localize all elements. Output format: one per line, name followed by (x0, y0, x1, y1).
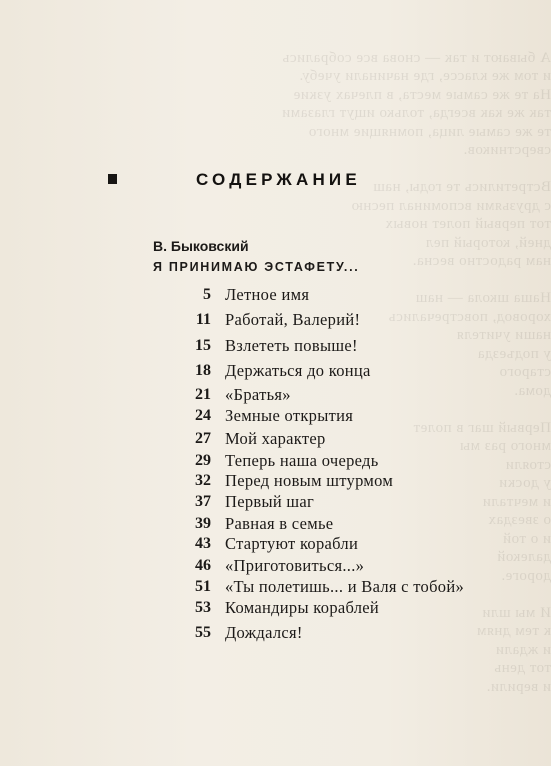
show-through-text: А бывают и так — снова все собрались и том же классе, где начинали учебу. На те же самые места, в плечах узкие так же как всегда, только ищут глазами те же самые лица, помнящие много сверстников. Встретились те годы, наш с друзьями вспоминал пеcню тот первый полет новых дней, который пел нам радостно весна. Наша школа — наш хоровод, повстречались наши учителя у подъезда старого дома. Первый шаг в полет много раз мы стояли у доски и мечтали о звездах и о той далекой дороге. И мы шли к тем дням и ждали тот день и верили. (281, 49, 551, 695)
toc-page-number: 11 (195, 311, 211, 328)
toc-entry-title: Взлететь повыше! (225, 336, 358, 355)
toc-entry-title: «Братья» (225, 385, 291, 404)
toc-entry-title: Первый шаг (225, 492, 315, 511)
toc-entry-title: Земные открытия (225, 406, 354, 425)
toc-page-number: 55 (195, 624, 211, 641)
toc-entry[interactable] (0, 576, 551, 598)
toc-entry-title: Равная в семье (225, 514, 334, 533)
toc-entry[interactable] (0, 428, 551, 450)
toc-entry[interactable] (0, 491, 551, 513)
toc-entry[interactable] (0, 555, 551, 577)
toc-page-number: 53 (195, 599, 211, 616)
toc-page-number: 43 (195, 535, 211, 552)
toc-entry-title: Мой характер (225, 429, 326, 448)
toc-entry[interactable] (0, 360, 551, 382)
toc-entry[interactable] (0, 384, 551, 406)
toc-entry-title: Работай, Валерий! (225, 310, 361, 329)
toc-page-number: 15 (195, 337, 211, 354)
toc-page-number: 27 (195, 430, 211, 447)
toc-entry[interactable] (0, 309, 551, 331)
author-name: В. Быковский (153, 238, 249, 254)
toc-entry[interactable] (0, 533, 551, 555)
toc-page-number: 5 (203, 286, 211, 303)
toc-entry[interactable] (0, 622, 551, 644)
toc-entry-title: Летное имя (225, 285, 310, 304)
toc-entry[interactable] (0, 470, 551, 492)
toc-entry[interactable] (0, 513, 551, 535)
toc-page-number: 18 (195, 362, 211, 379)
toc-page-number: 29 (195, 452, 211, 469)
contents-title: СОДЕРЖАНИЕ (196, 170, 361, 189)
toc-entry[interactable] (0, 405, 551, 427)
toc-page-number: 46 (195, 557, 211, 574)
toc-entry[interactable] (0, 450, 551, 472)
toc-entry-title: «Ты полетишь... и Валя с тобой» (225, 577, 465, 596)
toc-entry[interactable] (0, 597, 551, 619)
toc-entry-title: «Приготовиться...» (225, 556, 365, 575)
toc-page-number: 21 (195, 386, 211, 403)
toc-page-number: 37 (195, 493, 211, 510)
toc-entry[interactable] (0, 284, 551, 306)
toc-page-number: 24 (195, 407, 211, 424)
toc-entry[interactable] (0, 335, 551, 357)
toc-entry-title: Держаться до конца (225, 361, 371, 380)
toc-entry-title: Перед новым штурмом (225, 471, 394, 490)
toc-entry-title: Теперь наша очередь (225, 451, 379, 470)
toc-page-number: 51 (195, 578, 211, 595)
book-title: Я ПРИНИМАЮ ЭСТАФЕТУ... (153, 260, 360, 274)
toc-entry-title: Командиры кораблей (225, 598, 380, 617)
toc-page-number: 39 (195, 515, 211, 532)
toc-entry-title: Дождался! (225, 623, 303, 642)
toc-page-number: 32 (195, 472, 211, 489)
toc-entry-title: Стартуют корабли (225, 534, 359, 553)
